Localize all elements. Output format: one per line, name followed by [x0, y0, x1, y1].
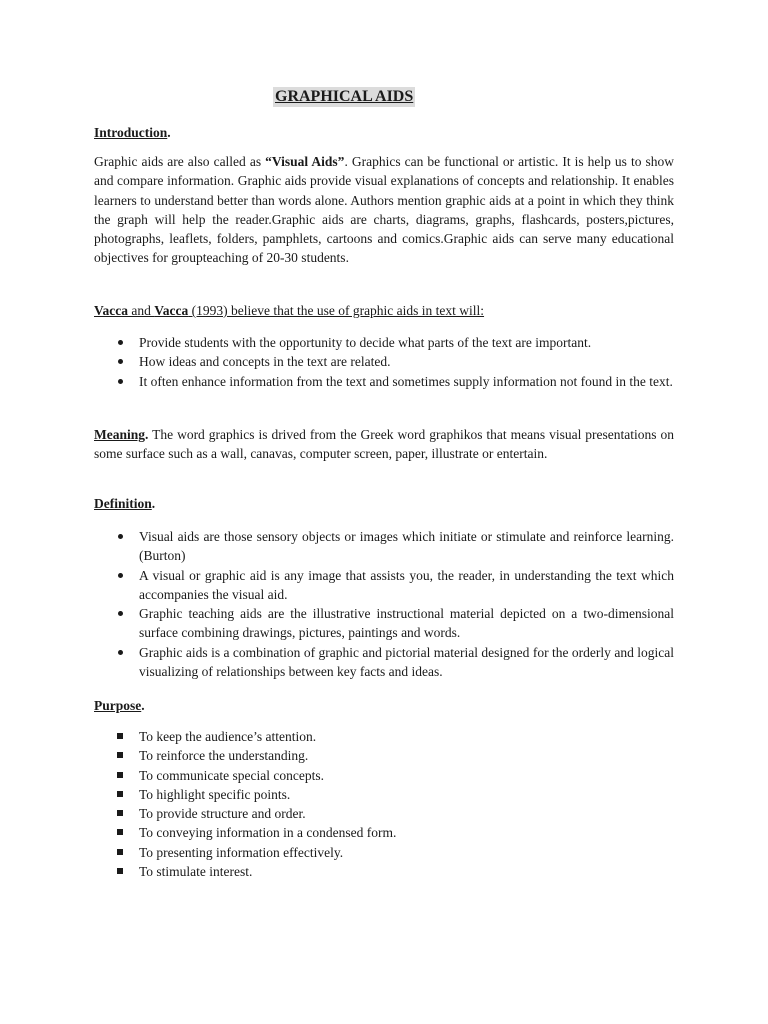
list-item-text: A visual or graphic aid is any image that assists you, the reader, in understanding the text which accompanies the visual aid. — [139, 567, 674, 602]
list-item — [114, 352, 674, 371]
list-item-text: To presenting information effectively. — [139, 844, 344, 860]
intro-text-rest: . Graphics can be functional or artistic. It is help us to show and compare information. Graphic aids provide visual explanations of concepts and relationship. It enables learners to understand better than words alone. Authors mention graphic aids at a point in which they think the graph will help the reader.Graphic aids are charts, diagrams, graphs, flashcards, posters,pictures, photographs, leaflets, folders, pamphlets, cartoons and comics.Graphic aids can serve many educational objectives for groupteaching of 20-30 students. — [94, 154, 674, 266]
list-item — [114, 766, 674, 785]
introduction-paragraph — [94, 152, 674, 268]
list-item-text: Provide students with the opportunity to decide what parts of the text are important. — [139, 335, 592, 350]
meaning-heading: Meaning — [94, 427, 146, 442]
bullet-icon — [118, 650, 123, 655]
list-item — [114, 333, 674, 352]
vacca-author-1: Vacca — [94, 303, 128, 318]
vacca-rest: (1993) believe that the use of graphic aids in text will: — [188, 303, 485, 318]
vacca-list — [114, 333, 674, 391]
list-item-text: To highlight specific points. — [139, 786, 291, 802]
meaning-text: The word graphics is drived from the Greek word graphikos that means visual presentations on some surface such as a wall, canavas, computer screen, paper, illustrate or entertain. — [94, 427, 674, 462]
list-item — [114, 823, 674, 842]
list-item — [114, 527, 674, 566]
square-bullet-icon — [117, 868, 123, 874]
purpose-heading-text: Purpose — [94, 698, 142, 713]
bullet-icon — [118, 340, 123, 345]
list-item-text: To keep the audience’s attention. — [139, 729, 317, 744]
list-item — [114, 746, 674, 765]
list-item — [114, 862, 674, 881]
definition-heading-period: . — [151, 496, 156, 511]
purpose-heading — [94, 697, 145, 715]
bullet-icon — [118, 611, 123, 616]
list-item — [114, 643, 674, 682]
square-bullet-icon — [117, 791, 123, 797]
vacca-author-2: Vacca — [154, 303, 189, 318]
definition-heading — [94, 495, 155, 513]
square-bullet-icon — [117, 733, 123, 739]
list-item — [114, 372, 674, 391]
list-item — [114, 804, 674, 823]
list-item — [114, 604, 674, 643]
list-item-text: To reinforce the understanding. — [139, 748, 309, 764]
square-bullet-icon — [117, 772, 123, 778]
list-item-text: To provide structure and order. — [139, 806, 306, 822]
meaning-period: . — [145, 427, 149, 442]
introduction-heading-period: . — [167, 125, 171, 140]
vacca-and: and — [128, 303, 155, 318]
list-item-text: Graphic teaching aids are the illustrative instructional material depicted on a two-dimensional surface combining drawings, pictures, paintings and words. — [139, 606, 674, 641]
list-item-text: It often enhance information from the text and sometimes supply information not found in the text. — [139, 373, 673, 389]
list-item-text: To conveying information in a condensed form. — [139, 825, 397, 841]
purpose-heading-period: . — [141, 698, 145, 713]
list-item — [114, 727, 674, 746]
introduction-heading-text: Introduction — [94, 125, 168, 140]
bullet-icon — [118, 573, 123, 578]
list-item-text: How ideas and concepts in the text are related. — [139, 354, 391, 370]
definition-heading-text: Definition — [94, 496, 152, 511]
list-item — [114, 843, 674, 862]
list-item-text: To stimulate interest. — [139, 864, 253, 880]
list-item-text: Graphic aids is a combination of graphic and pictorial material designed for the orderly and logical visualizing of relationships between key facts and ideas. — [139, 644, 674, 680]
bullet-icon — [118, 379, 123, 384]
visual-aids-term: “Visual Aids” — [265, 154, 345, 169]
bullet-icon — [118, 534, 123, 539]
square-bullet-icon — [117, 849, 123, 855]
list-item-text: To communicate special concepts. — [139, 767, 324, 783]
square-bullet-icon — [117, 829, 123, 835]
document-title: GRAPHICAL AIDS — [275, 88, 414, 105]
intro-text-start: Graphic aids are also called as — [94, 154, 266, 169]
list-item — [114, 785, 674, 804]
list-item — [114, 566, 674, 605]
square-bullet-icon — [117, 752, 123, 758]
bullet-icon — [118, 359, 123, 364]
meaning-paragraph — [94, 425, 674, 464]
square-bullet-icon — [117, 810, 123, 816]
definition-list — [114, 527, 674, 681]
introduction-heading — [94, 124, 171, 142]
purpose-list — [114, 727, 674, 881]
vacca-statement — [94, 302, 484, 320]
list-item-text: Visual aids are those sensory objects or images which initiate or stimulate and reinforce learning. (Burton) — [139, 529, 674, 564]
